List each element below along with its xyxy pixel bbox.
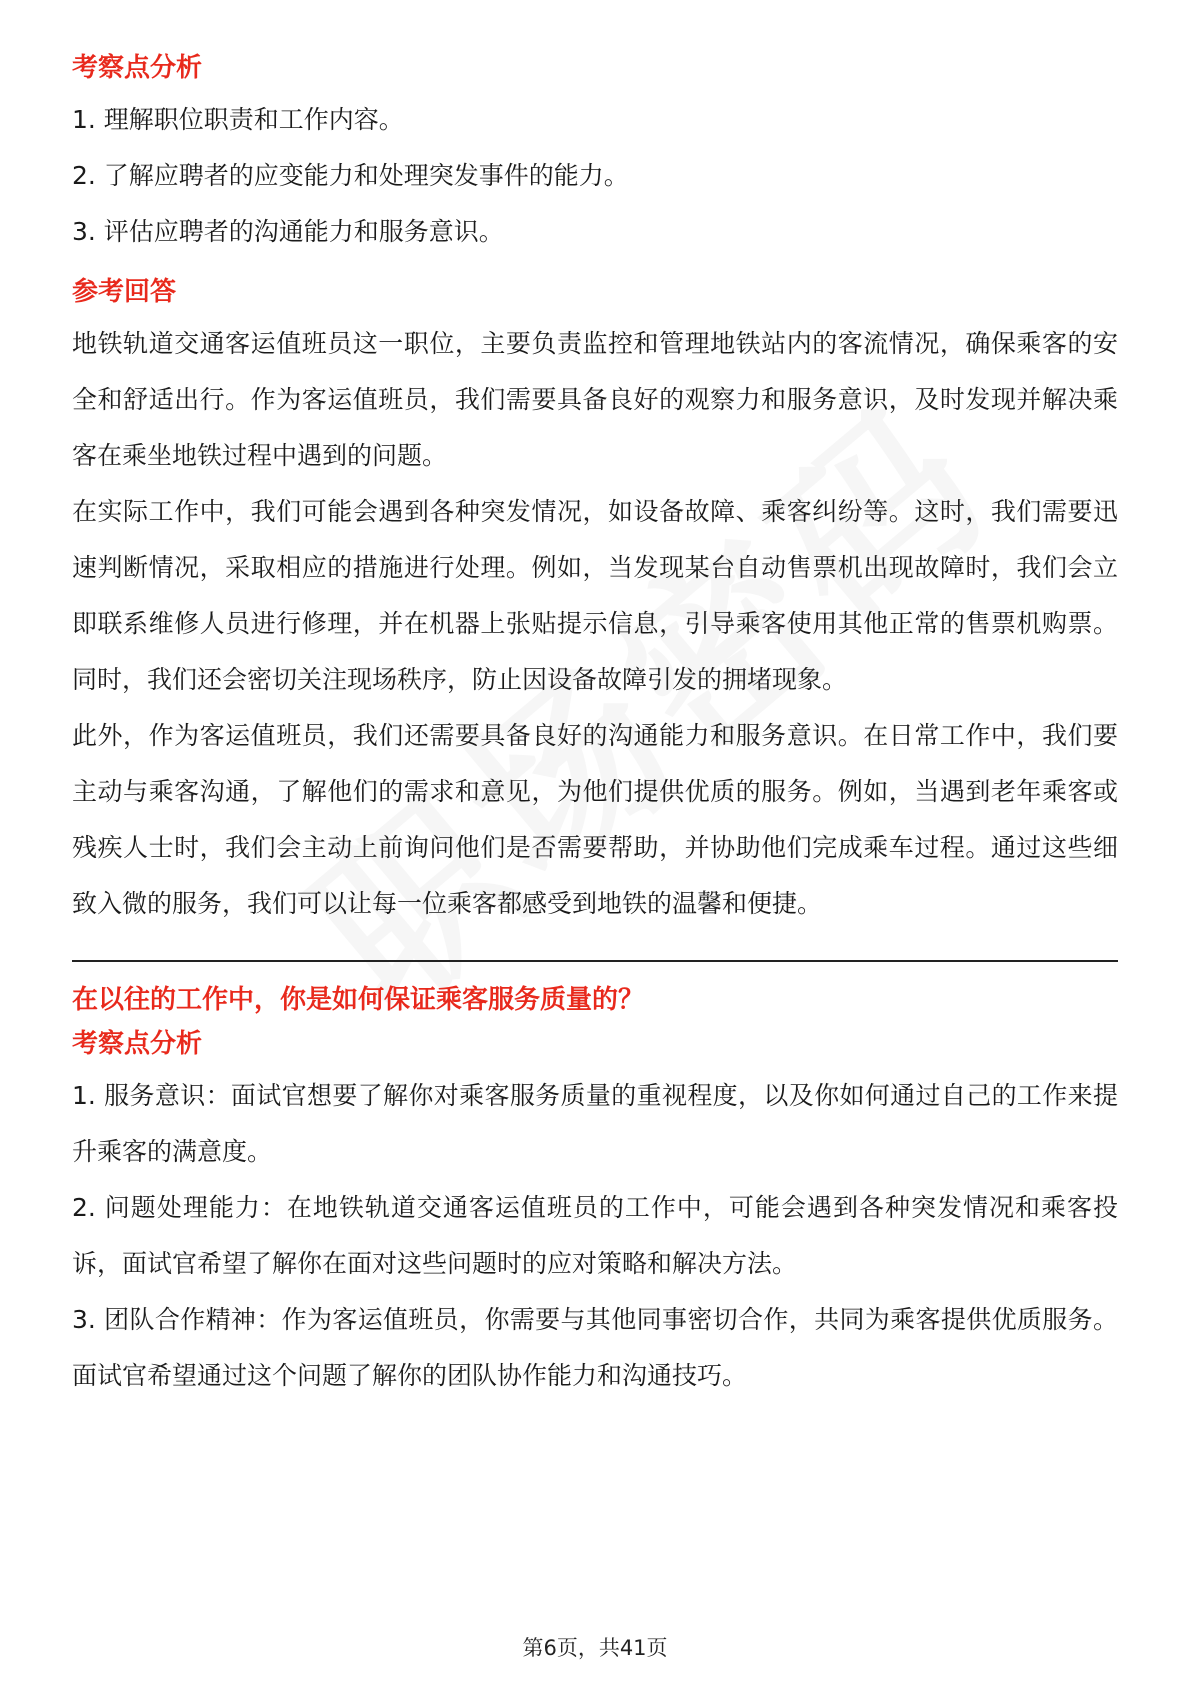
section-divider — [72, 960, 1118, 962]
analysis-item: 1. 服务意识：面试官想要了解你对乘客服务质量的重视程度，以及你如何通过自己的工作来提升乘客的满意度。 — [72, 1081, 1118, 1166]
document-page — [72, 40, 1118, 1404]
answer-paragraph: 在实际工作中，我们可能会遇到各种突发情况，如设备故障、乘客纠纷等。这时，我们需要迅速判断情况，采取相应的措施进行处理。例如，当发现某台自动售票机出现故障时，我们会立即联系维修人员进行修理，并在机器上张贴提示信息，引导乘客使用其他正常的售票机购票。同时，我们还会密切关注现场秩序，防止因设备故障引发的拥堵现象。 — [72, 497, 1118, 694]
page-number: 第6页，共41页 — [522, 1636, 668, 1660]
analysis-heading: 考察点分析 — [72, 53, 203, 83]
analysis-item: 2. 了解应聘者的应变能力和处理突发事件的能力。 — [72, 161, 629, 190]
analysis-item: 3. 评估应聘者的沟通能力和服务意识。 — [72, 217, 504, 246]
answer-heading: 参考回答 — [72, 277, 177, 307]
analysis-item: 1. 理解职位职责和工作内容。 — [72, 105, 404, 134]
analysis-item: 2. 问题处理能力：在地铁轨道交通客运值班员的工作中，可能会遇到各种突发情况和乘客投诉，面试官希望了解你在面对这些问题时的应对策略和解决方法。 — [72, 1193, 1118, 1278]
answer-paragraph: 此外，作为客运值班员，我们还需要具备良好的沟通能力和服务意识。在日常工作中，我们要主动与乘客沟通，了解他们的需求和意见，为他们提供优质的服务。例如，当遇到老年乘客或残疾人士时，我们会主动上前询问他们是否需要帮助，并协助他们完成乘车过程。通过这些细致入微的服务，我们可以让每一位乘客都感受到地铁的温馨和便捷。 — [72, 721, 1118, 918]
answer-paragraph: 地铁轨道交通客运值班员这一职位，主要负责监控和管理地铁站内的客流情况，确保乘客的安全和舒适出行。作为客运值班员，我们需要具备良好的观察力和服务意识，及时发现并解决乘客在乘坐地铁过程中遇到的问题。 — [72, 329, 1118, 470]
analysis-item: 3. 团队合作精神：作为客运值班员，你需要与其他同事密切合作，共同为乘客提供优质服务。面试官希望通过这个问题了解你的团队协作能力和沟通技巧。 — [72, 1305, 1118, 1390]
analysis-heading: 考察点分析 — [72, 1029, 203, 1059]
question-title: 在以往的工作中，你是如何保证乘客服务质量的？ — [72, 985, 645, 1015]
